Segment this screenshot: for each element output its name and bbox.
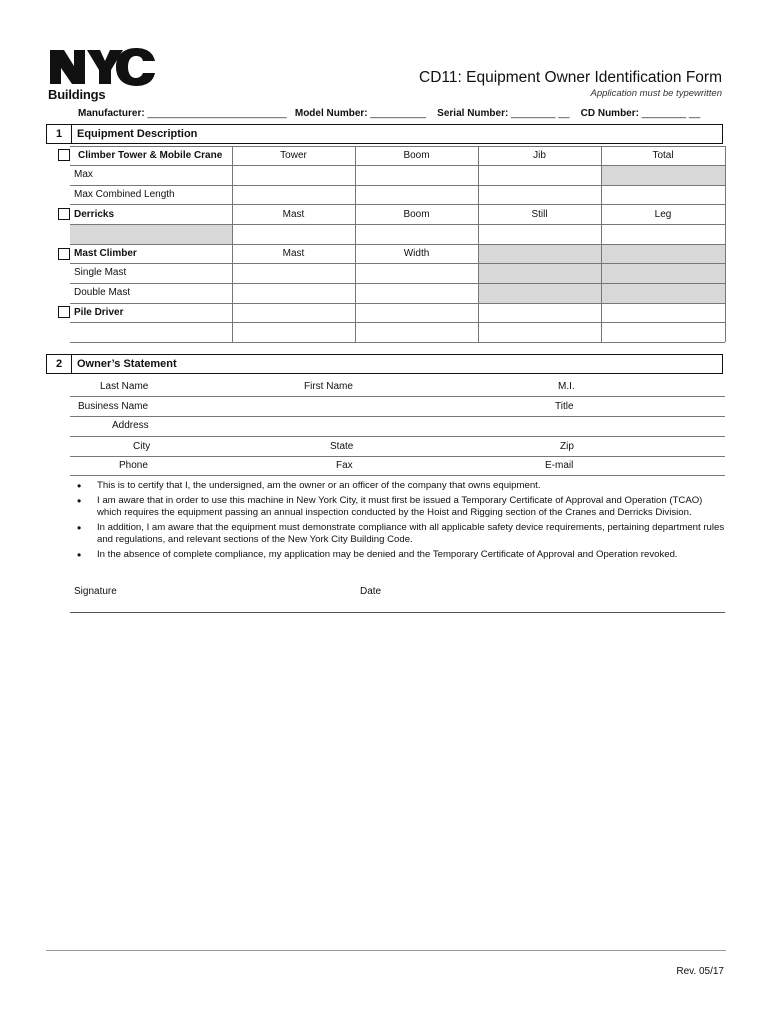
mi-label: M.I.	[558, 381, 575, 392]
col-tower: Tower	[280, 150, 307, 161]
statement-item: • In the absence of complete compliance, my application may be denied and the Temporary Certificate of Approval and Operation revoked.	[97, 549, 726, 562]
grid-line	[232, 146, 233, 342]
field-line[interactable]	[70, 475, 725, 476]
statement-item: • This is to certify that I, the undersigned, am the owner or an officer of the company that owns equipment.	[97, 480, 726, 493]
revision-label: Rev. 05/17	[676, 966, 724, 977]
state-label: State	[330, 441, 354, 452]
grid-line	[725, 146, 726, 342]
zip-label: Zip	[560, 441, 574, 452]
form-title: CD11: Equipment Owner Identification Form	[419, 69, 722, 86]
manufacturer-label: Manufacturer:	[78, 108, 145, 119]
grid-line	[355, 146, 356, 342]
field-line[interactable]	[70, 436, 725, 437]
cd-number-field[interactable]: ________ __	[641, 108, 701, 119]
fax-label: Fax	[336, 460, 353, 471]
serial-number-field[interactable]: ________ __	[511, 108, 570, 119]
grid-line	[70, 342, 725, 343]
derricks-label: Derricks	[74, 209, 115, 220]
last-name-label: Last Name	[100, 381, 149, 392]
serial-number-label: Serial Number:	[437, 108, 509, 119]
grid-line	[70, 185, 725, 186]
logo-subtitle: Buildings	[48, 87, 106, 102]
grid-line	[70, 244, 725, 245]
col-jib: Jib	[533, 150, 546, 161]
derricks-checkbox[interactable]	[58, 208, 70, 220]
row-double-mast: Double Mast	[74, 287, 131, 298]
col-total: Total	[652, 150, 674, 161]
field-line[interactable]	[70, 416, 725, 417]
mast-climber-label: Mast Climber	[74, 248, 137, 259]
first-name-label: First Name	[304, 381, 353, 392]
phone-label: Phone	[119, 460, 148, 471]
pile-driver-label: Pile Driver	[74, 307, 124, 318]
grid-line	[70, 322, 725, 323]
section-title: Equipment Description	[77, 128, 198, 140]
grid-line	[70, 283, 725, 284]
section-2-header	[46, 354, 723, 374]
row-single-mast: Single Mast	[74, 267, 127, 278]
title-label: Title	[555, 401, 574, 412]
row-max-combined-length: Max Combined Length	[74, 189, 175, 200]
manufacturer-field[interactable]: _________________________	[147, 108, 287, 119]
signature-label: Signature	[74, 586, 117, 597]
row-max: Max	[74, 169, 93, 180]
cd-number-label: CD Number:	[580, 108, 639, 119]
col-boom: Boom	[403, 209, 430, 220]
statement-item: • In addition, I am aware that the equipment must demonstrate compliance with all applicable safety device requirements, pertaining department rules and regulations, and relevant sections of the New York City Building Code.	[97, 522, 726, 547]
grid-line	[601, 146, 602, 342]
address-label: Address	[112, 420, 149, 431]
col-boom: Boom	[403, 150, 430, 161]
identification-row	[78, 108, 700, 119]
model-number-label: Model Number:	[294, 108, 368, 119]
climber-tower-checkbox[interactable]	[58, 149, 70, 161]
field-line[interactable]	[70, 456, 725, 457]
grid-line	[70, 204, 725, 205]
grid-line	[70, 224, 725, 225]
form-subtitle: Application must be typewritten	[590, 88, 722, 99]
model-number-field[interactable]: __________	[370, 108, 427, 119]
business-name-label: Business Name	[78, 401, 149, 412]
section-title: Owner’s Statement	[77, 358, 177, 370]
grid-line	[70, 165, 725, 166]
col-mast: Mast	[282, 209, 305, 220]
email-label: E-mail	[545, 460, 574, 471]
section-number: 2	[47, 355, 72, 373]
city-label: City	[133, 441, 151, 452]
climber-tower-label: Climber Tower & Mobile Crane	[78, 150, 223, 161]
footer-divider	[46, 950, 726, 951]
section-1-header	[46, 124, 723, 144]
signature-line[interactable]	[70, 612, 725, 613]
col-leg: Leg	[654, 209, 672, 220]
statement-item: • I am aware that in order to use this machine in New York City, it must first be issued a Temporary Certificate of Approval and Operation (TCAO) which requires the equipment passing an annual inspection conducted by the Hoist and Rigging section of the Cranes and Derricks Division.	[97, 495, 726, 520]
col-still: Still	[531, 209, 548, 220]
field-line[interactable]	[70, 396, 725, 397]
grid-line	[70, 263, 725, 264]
mast-climber-checkbox[interactable]	[58, 248, 70, 260]
pile-driver-checkbox[interactable]	[58, 306, 70, 318]
grid-line	[70, 146, 725, 147]
grid-line	[70, 303, 725, 304]
col-mast: Mast	[282, 248, 305, 259]
date-label: Date	[360, 586, 382, 597]
shaded-cell	[601, 165, 725, 185]
col-width: Width	[403, 248, 430, 259]
shaded-cell	[70, 224, 232, 244]
certification-statements	[74, 480, 726, 564]
section-number: 1	[47, 125, 72, 143]
grid-line	[478, 146, 479, 342]
